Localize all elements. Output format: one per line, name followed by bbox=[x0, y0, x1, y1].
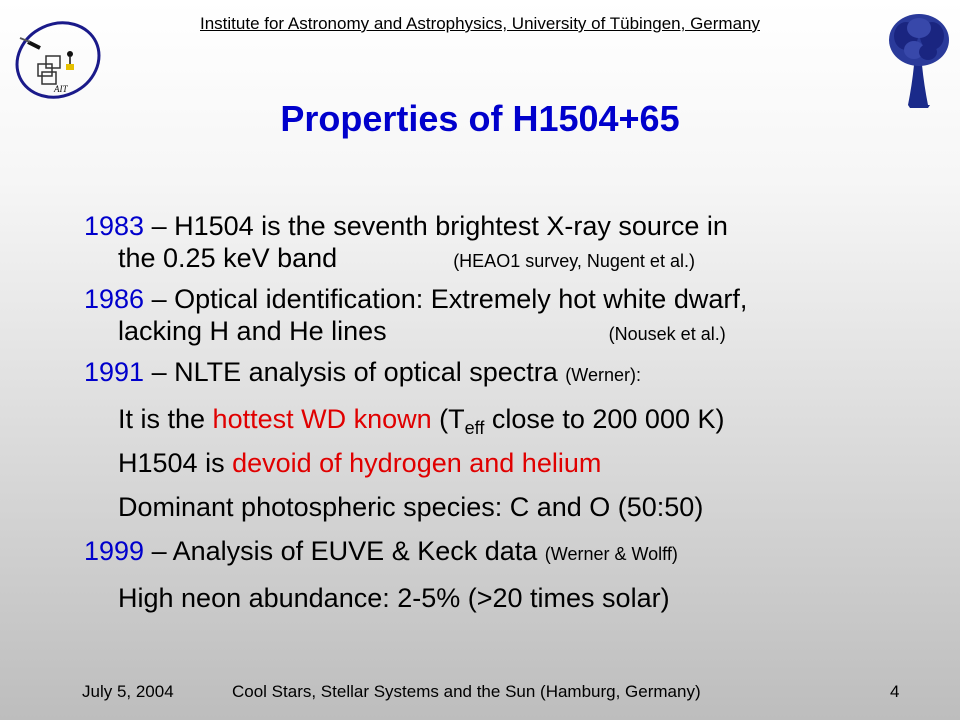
institute-header: Institute for Astronomy and Astrophysics, University of Tübingen, Germany bbox=[200, 14, 760, 33]
slide-title: Properties of H1504+65 bbox=[280, 98, 680, 139]
reference: (Nousek et al.) bbox=[608, 324, 726, 344]
list-item bbox=[84, 356, 914, 391]
detail-line bbox=[84, 403, 914, 438]
detail-line bbox=[84, 447, 914, 479]
text: It is the bbox=[118, 404, 213, 434]
detail-line: Dominant photospheric species: C and O (50:50) bbox=[118, 492, 704, 522]
item-continuation: the 0.25 keV band bbox=[118, 243, 338, 273]
reference: (Werner): bbox=[565, 365, 641, 385]
subscript: eff bbox=[464, 418, 485, 438]
list-item bbox=[84, 535, 914, 570]
ait-logo-text: AIT bbox=[54, 84, 68, 94]
footer-date: July 5, 2004 bbox=[82, 682, 174, 701]
year: 1991 bbox=[84, 357, 145, 387]
reference: (Werner & Wolff) bbox=[544, 544, 678, 564]
text: H1504 is bbox=[118, 448, 233, 478]
highlight-text: hottest WD known bbox=[212, 404, 432, 434]
text: (T bbox=[431, 404, 465, 434]
reference: (HEAO1 survey, Nugent et al.) bbox=[453, 251, 695, 271]
year: 1999 bbox=[84, 536, 145, 566]
footer-conference: Cool Stars, Stellar Systems and the Sun (Hamburg, Germany) bbox=[232, 682, 701, 701]
list-item bbox=[84, 210, 914, 277]
page-number: 4 bbox=[890, 682, 900, 701]
item-text: – H1504 is the seventh brightest X-ray source in bbox=[144, 211, 728, 241]
list-item bbox=[84, 283, 914, 350]
highlight-text: devoid of hydrogen and helium bbox=[232, 448, 602, 478]
item-text: – Optical identification: Extremely hot white dwarf, bbox=[144, 284, 748, 314]
year: 1983 bbox=[84, 211, 145, 241]
item-text: – Analysis of EUVE & Keck data bbox=[144, 536, 545, 566]
detail-line: High neon abundance: 2-5% (>20 times solar) bbox=[118, 583, 670, 613]
slide-body bbox=[84, 210, 914, 626]
year: 1986 bbox=[84, 284, 145, 314]
item-continuation: lacking H and He lines bbox=[118, 316, 387, 346]
text: close to 200 000 K) bbox=[484, 404, 725, 434]
item-text: – NLTE analysis of optical spectra bbox=[144, 357, 566, 387]
